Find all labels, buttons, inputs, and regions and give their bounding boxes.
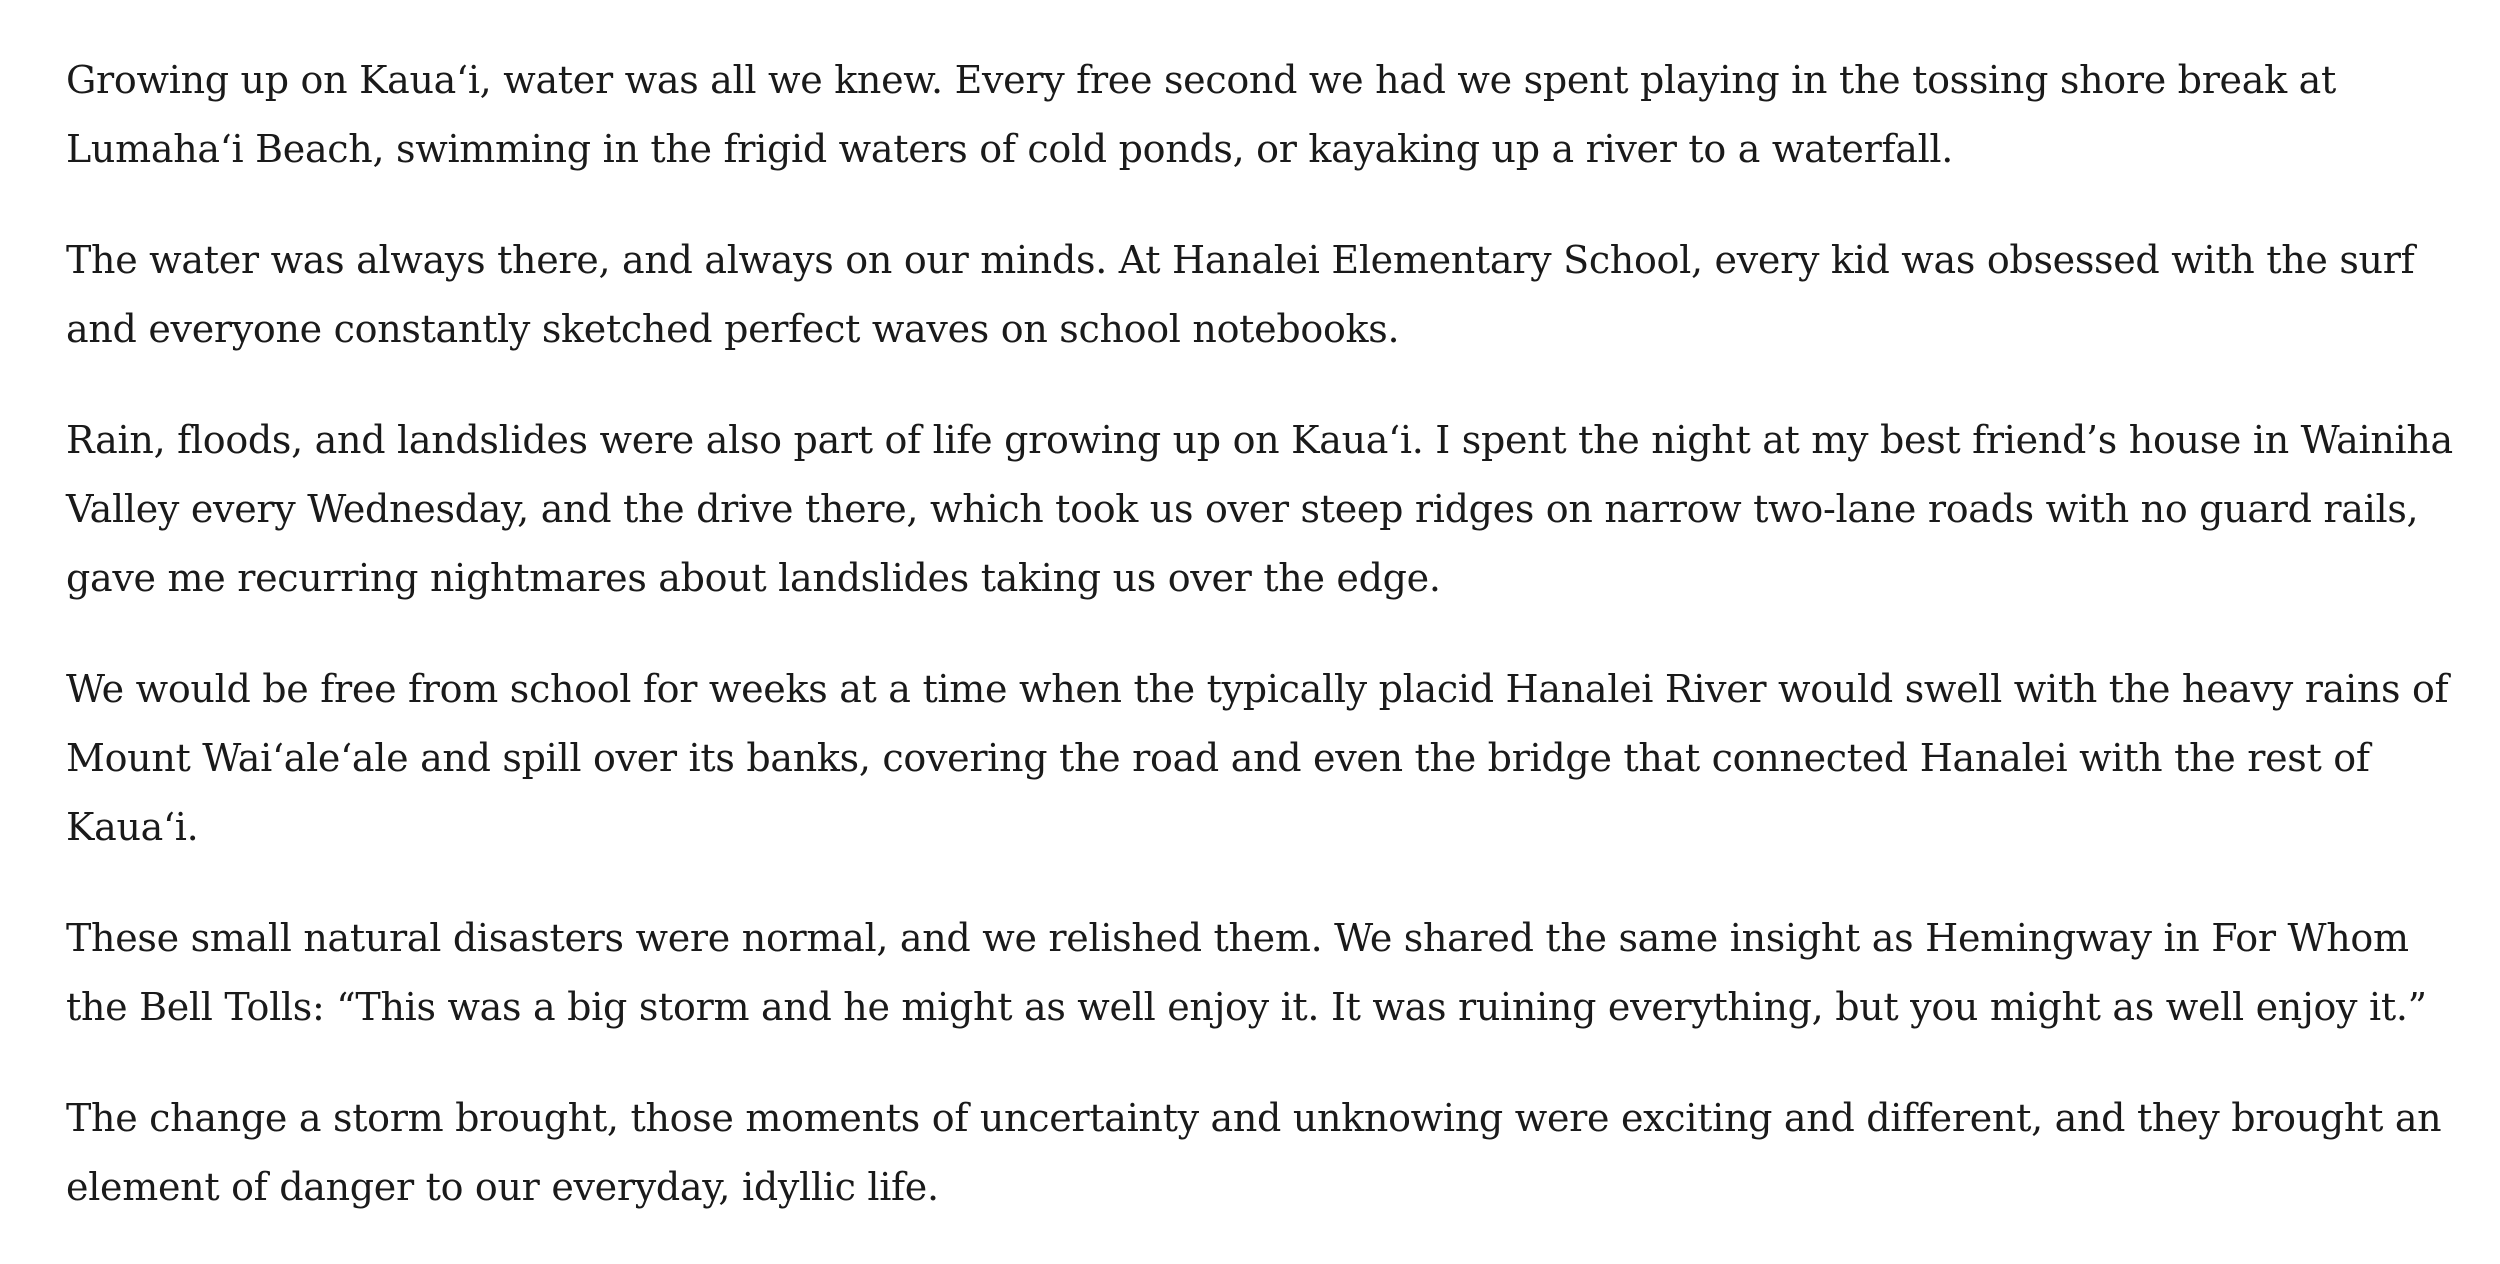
paragraph-4: We would be free from school for weeks at a time when the typically placid Hanalei River would swell with the heavy rains of Mount Wai‘ale‘ale and spill over its banks, covering the road and even the bridge that connected Hanalei with the rest of Kaua‘i. (66, 667, 2449, 849)
article-body (66, 46, 2466, 1264)
paragraph-6: The change a storm brought, those moments of uncertainty and unknowing were exciting and different, and they brought an element of danger to our everyday, idyllic life. (66, 1096, 2442, 1209)
paragraph-5: These small natural disasters were normal, and we relished them. We shared the same insight as Hemingway in For Whom the Bell Tolls: “This was a big storm and he might as well enjoy it. It was ruining everything, but you might as well enjoy it.” (66, 916, 2427, 1029)
paragraph-3: Rain, floods, and landslides were also part of life growing up on Kaua‘i. I spent the night at my best friend’s house in Wainiha Valley every Wednesday, and the drive there, which took us over steep ridges on narrow two-lane roads with no guard rails, gave me recurring nightmares about landslides taking us over the edge. (66, 418, 2453, 600)
paragraph-2: The water was always there, and always on our minds. At Hanalei Elementary School, every kid was obsessed with the surf and everyone constantly sketched perfect waves on school notebooks. (66, 238, 2415, 351)
paragraph-1: Growing up on Kaua‘i, water was all we knew. Every free second we had we spent playing in the tossing shore break at Lumaha‘i Beach, swimming in the frigid waters of cold ponds, or kayaking up a river to a waterfall. (66, 58, 2336, 171)
